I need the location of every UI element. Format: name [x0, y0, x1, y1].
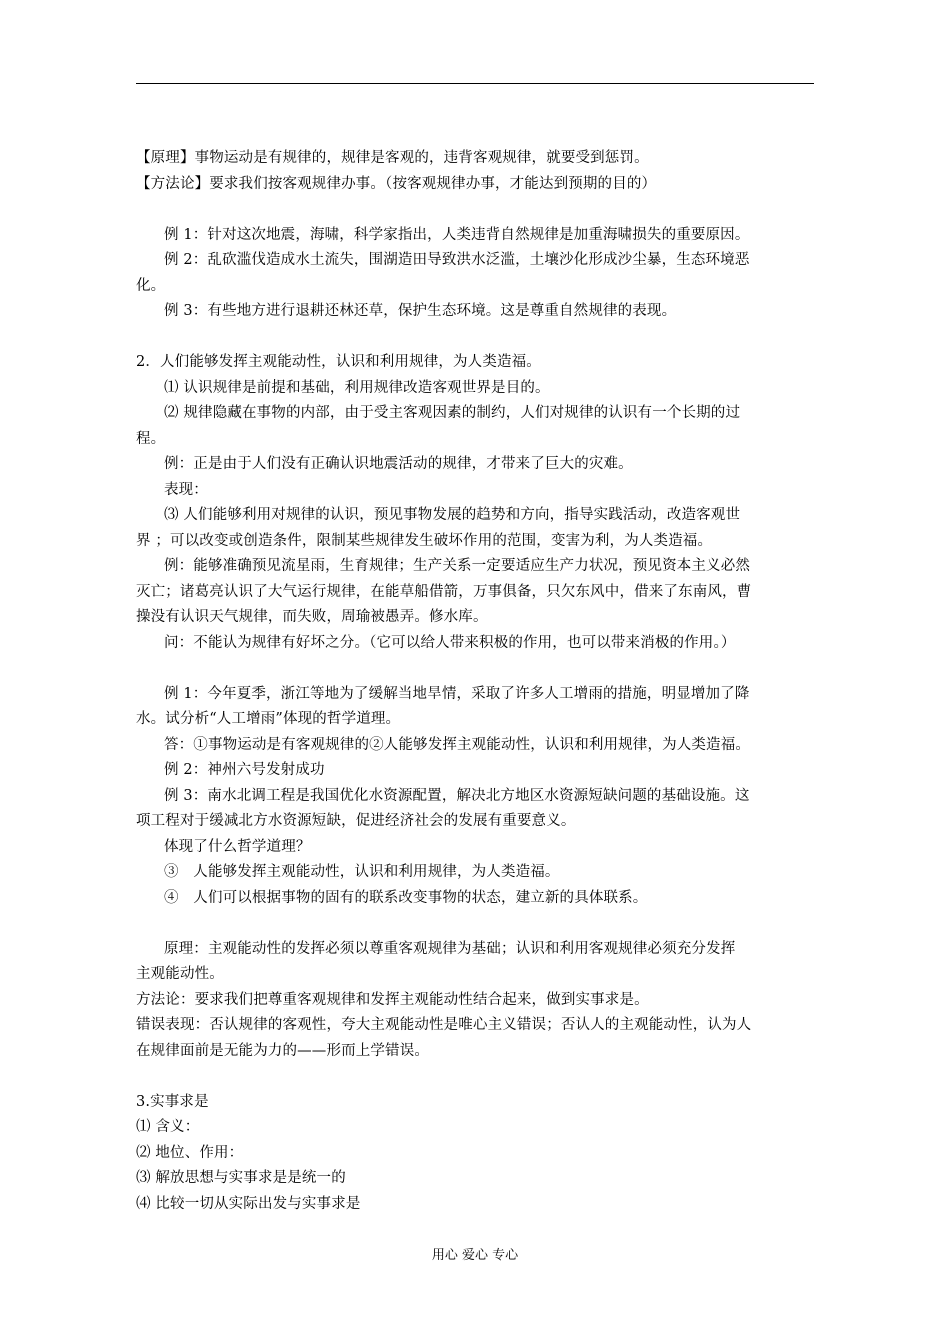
methodology-line: 【方法论】要求我们按客观规律办事。（按客观规律办事，才能达到预期的目的） [136, 175, 657, 192]
point-3-cont: 界 ；可以改变或创造条件，限制某些规律发生破坏作用的范围，变害为利，为人类造福。 [136, 532, 713, 549]
example-2-cont: 化。 [136, 277, 166, 294]
page-footer: 用心 爱心 专心 [431, 1248, 519, 1263]
example-1: 例 1：针对这次地震，海啸，科学家指出，人类违背自然规律是加重海啸损失的重要原因。 [164, 226, 750, 243]
principle-summary-cont: 主观能动性。 [136, 966, 224, 982]
answer-item-3: ③ 人能够发挥主观能动性，认识和利用规律，为人类造福。 [164, 864, 560, 880]
blank-line [136, 911, 814, 937]
question-line: 问：不能认为规律有好坏之分。（它可以给人带来积极的作用，也可以带来消极的作用。） [164, 634, 736, 651]
case-3-cont: 项工程对于缓减北方水资源短缺，促进经济社会的发展有重要意义。 [136, 813, 576, 829]
philosophy-question: 体现了什么哲学道理？ [164, 838, 311, 855]
example-2: 例 2：乱砍滥伐造成水土流失，围湖造田导致洪水泛滥，土壤沙化形成沙尘暴，生态环境恶 [164, 252, 750, 268]
point-2-cont: 程。 [136, 430, 166, 447]
methodology-summary: 方法论：要求我们把尊重客观规律和发挥主观能动性结合起来，做到实事求是。 [136, 991, 649, 1008]
answer-line: 答：①事物运动是有客观规律的②人能够发挥主观能动性，认识和利用规律，为人类造福。 [164, 736, 750, 753]
point-1: ⑴ 认识规律是前提和基础，利用规律改造客观世界是目的。 [164, 379, 550, 396]
principle-line: 【原理】事物运动是有规律的，规律是客观的，违背客观规律，就要受到惩罚。 [136, 150, 649, 166]
section-3-item-3: ⑶ 解放思想与实事求是是统一的 [136, 1170, 346, 1186]
example-meteor-cont-1: 灭亡；诸葛亮认识了大气运行规律，在能草船借箭，万事俱备，只欠东风中，借来了东南风，曹 [136, 583, 752, 600]
blank-line [136, 325, 814, 351]
section-3-item-1: ⑴ 含义： [136, 1119, 200, 1135]
blank-line [136, 656, 814, 682]
header-rule [136, 83, 814, 84]
error-manifestation-cont: 在规律面前是无能为力的——形而上学错误。 [136, 1042, 429, 1059]
example-3: 例 3：有些地方进行退耕还林还草，保护生态环境。这是尊重自然规律的表现。 [164, 303, 677, 319]
case-1: 例 1：今年夏季，浙江等地为了缓解当地旱情，采取了许多人工增雨的措施，明显增加了降 [164, 685, 750, 702]
principle-summary: 原理：主观能动性的发挥必须以尊重客观规律为基础；认识和利用客观规律必须充分发挥 [164, 940, 736, 957]
blank-line [136, 1064, 814, 1090]
example-meteor: 例：能够准确预见流星雨，生育规律；生产关系一定要适应生产力状况，预见资本主义必然 [164, 558, 750, 574]
error-manifestation: 错误表现：否认规律的客观性，夸大主观能动性是唯心主义错误；否认人的主观能动性，认为人 [136, 1017, 752, 1033]
manifestation-label: 表现： [164, 481, 208, 498]
case-1-cont: 水。试分析“人工增雨”体现的哲学道理。 [136, 711, 401, 727]
document-body [136, 146, 814, 1217]
case-3: 例 3：南水北调工程是我国优化水资源配置，解决北方地区水资源短缺问题的基础设施。这 [164, 787, 750, 804]
example-meteor-cont-2: 操没有认识天气规律，而失败，周瑜被愚弄。修水库。 [136, 609, 488, 625]
example-earthquake: 例：正是由于人们没有正确认识地震活动的规律，才带来了巨大的灾难。 [164, 456, 633, 472]
section-3-item-2: ⑵ 地位、作用： [136, 1144, 244, 1161]
point-2: ⑵ 规律隐藏在事物的内部，由于受主客观因素的制约，人们对规律的认识有一个长期的过 [164, 405, 741, 421]
case-2: 例 2：神州六号发射成功 [164, 762, 325, 778]
point-3: ⑶ 人们能够利用对规律的认识，预见事物发展的趋势和方向，指导实践活动，改造客观世 [164, 507, 741, 523]
section-2-heading: 2．人们能够发挥主观能动性，认识和利用规律，为人类造福。 [136, 354, 541, 370]
section-3-item-4: ⑷ 比较一切从实际出发与实事求是 [136, 1195, 361, 1212]
answer-item-4: ④ 人们可以根据事物的固有的联系改变事物的状态，建立新的具体联系。 [164, 889, 648, 906]
blank-line [136, 197, 814, 223]
section-3-heading: 3.实事求是 [136, 1093, 209, 1110]
